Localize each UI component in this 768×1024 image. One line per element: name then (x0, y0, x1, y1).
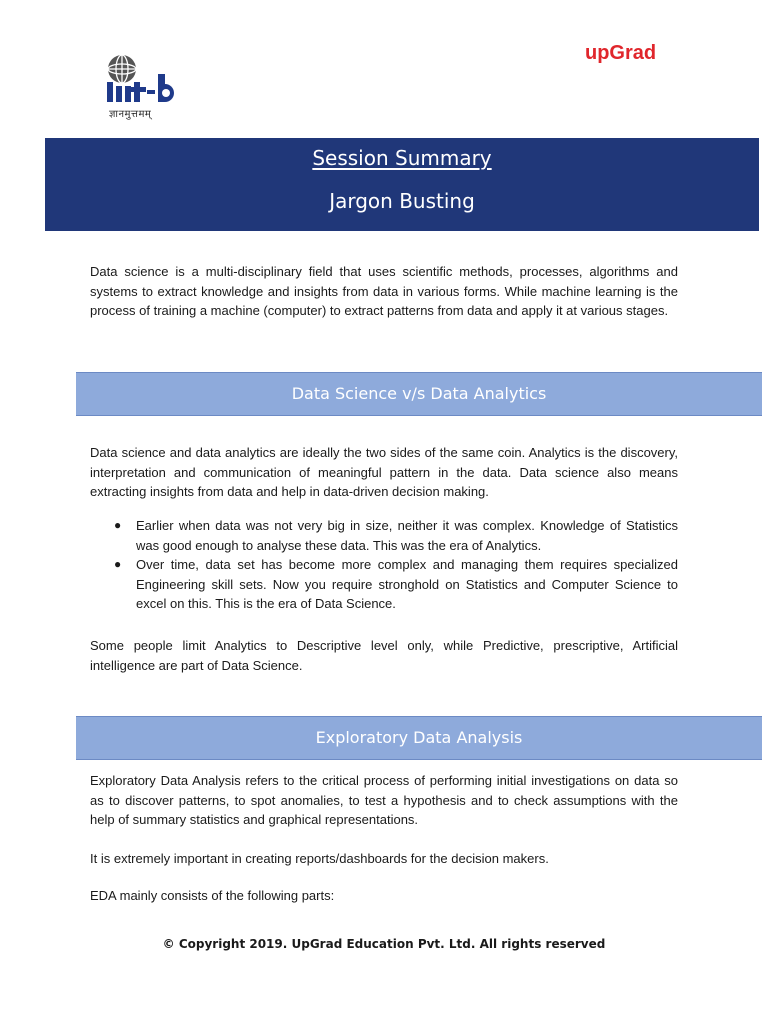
bullet-text: Earlier when data was not very big in size, neither it was complex. Knowledge of Statistics was good enough to analyse these data. This was the era of Analytics. (136, 518, 678, 553)
copyright-footer: © Copyright 2019. UpGrad Education Pvt. Ltd. All rights reserved (162, 937, 606, 951)
ds-vs-da-paragraph: Data science and data analytics are ideally the two sides of the same coin. Analytics is the discovery, interpretation and communication of meaningful pattern in the data. Data science also means extracting insights from data and help in data-driven decision making. (90, 445, 678, 499)
iiitb-tagline: ज्ञानमुत्तमम् (109, 109, 152, 120)
upgrad-logo: upGrad (585, 42, 657, 64)
bullet-text: Over time, data set has become more complex and managing them requires specialized Engineering skill sets. Now you require stronghold on Statistics and Computer Science to excel on this. This is the era of Data Science. (136, 557, 678, 611)
intro-paragraph: Data science is a multi-disciplinary field that uses scientific methods, processes, algorithms and systems to extract knowledge and insights from data in various forms. While machine learning is the process of training a machine (computer) to extract patterns from data and apply it at various stages. (90, 264, 678, 318)
section-heading-eda: Exploratory Data Analysis (76, 716, 762, 760)
section-heading-ds-vs-da: Data Science v/s Data Analytics (76, 372, 762, 416)
bullet-icon: ● (114, 518, 122, 532)
eda-definition-paragraph: Exploratory Data Analysis refers to the critical process of performing initial investigations on data so as to discover patterns, to spot anomalies, to test a hypothesis and to check assumptions with the help of summary statistics and graphical representations. (90, 773, 678, 827)
analytics-scope-paragraph: Some people limit Analytics to Descriptive level only, while Predictive, prescriptive, Artificial intelligence are part of Data Science. (90, 638, 678, 673)
eda-importance-paragraph: It is extremely important in creating reports/dashboards for the decision makers. (90, 851, 549, 866)
title-banner (45, 138, 759, 231)
bullet-icon: ● (114, 557, 122, 571)
page-subtitle: Jargon Busting (329, 189, 475, 213)
list-item (90, 516, 678, 555)
iiitb-logo (104, 52, 200, 124)
ds-vs-da-bullet-list (90, 516, 678, 614)
page-title: Session Summary (312, 146, 492, 170)
list-item (90, 555, 678, 614)
eda-parts-paragraph: EDA mainly consists of the following parts: (90, 888, 335, 903)
